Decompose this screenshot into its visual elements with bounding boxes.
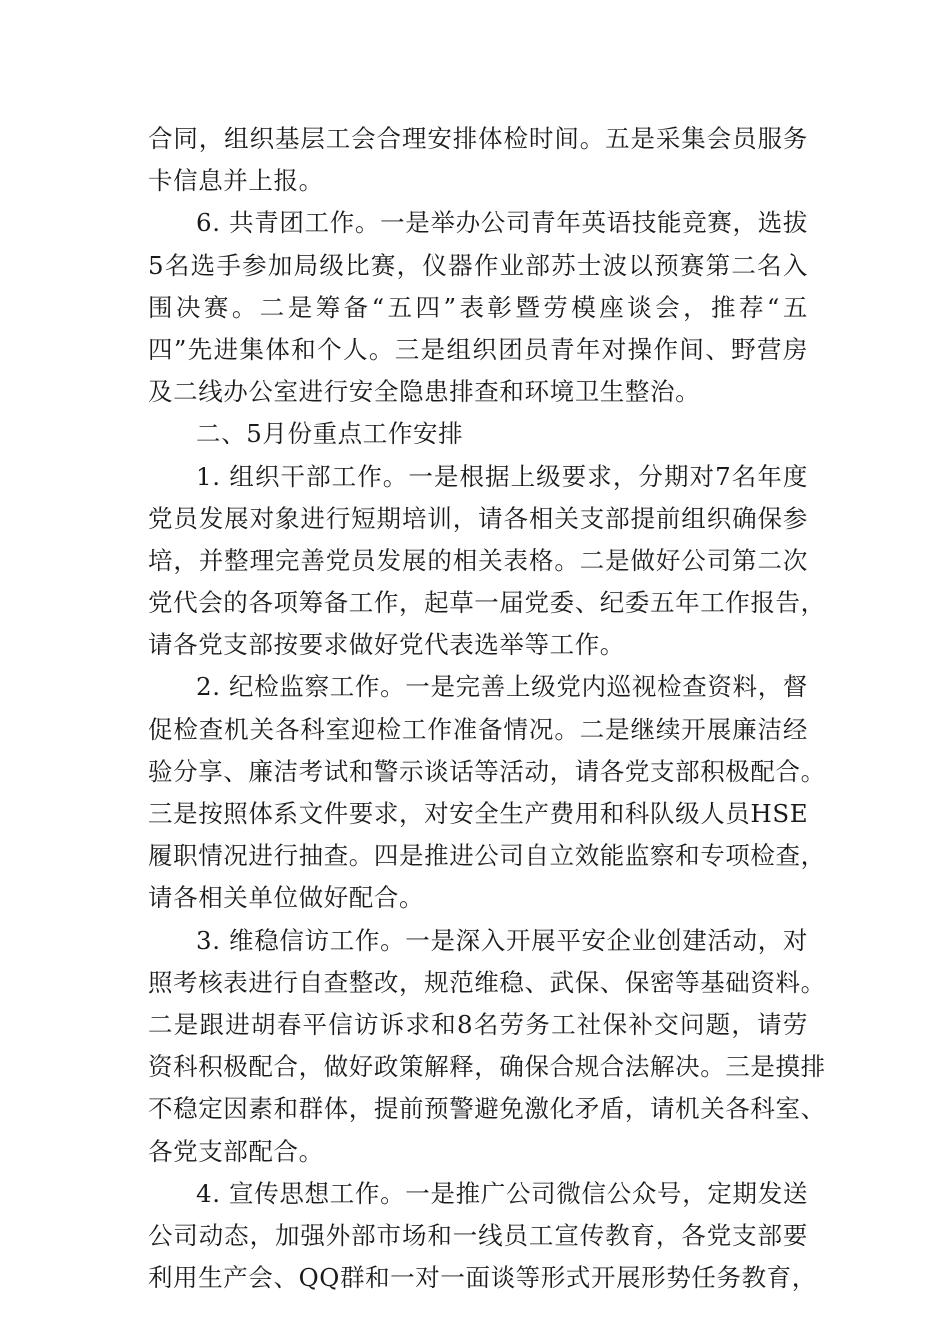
text-line: 5名选手参加局级比赛，仪器作业部苏士波以预赛第二名入: [148, 250, 808, 280]
text-line: 党代会的各项筹备工作，起草一届党委、纪委五年工作报告，: [148, 588, 826, 618]
text-line: 党员发展对象进行短期培训，请各相关支部提前组织确保参: [148, 503, 808, 533]
text-line: 二是跟进胡春平信访诉求和8名劳务工社保补交问题，请劳: [148, 1009, 808, 1039]
text-line: 及二线办公室进行安全隐患排查和环境卫生整治。: [148, 377, 701, 407]
text-line: 三是按照体系文件要求，对安全生产费用和科队级人员HSE: [148, 799, 809, 828]
document-body: [148, 118, 826, 1299]
text-line: 围决赛。二是筹备“五四”表彰暨劳模座谈会，推荐“五: [148, 292, 808, 322]
paragraph-start-line: 4. 宣传思想工作。一是推广公司微信公众号，定期发送: [196, 1178, 808, 1208]
text-line: 利用生产会、QQ群和一对一面谈等形式开展形势任务教育，: [148, 1263, 817, 1293]
paragraph-start-line: 3. 维稳信访工作。一是深入开展平安企业创建活动，对: [196, 925, 808, 955]
text-line: 照考核表进行自查整改，规范维稳、武保、保密等基础资料。: [148, 967, 826, 997]
text-line: 各党支部配合。: [148, 1136, 324, 1166]
text-line: 履职情况进行抽查。四是推进公司自立效能监察和专项检查，: [148, 841, 826, 871]
text-line: 卡信息并上报。: [148, 166, 324, 196]
text-line: 不稳定因素和群体，提前预警避免激化矛盾，请机关各科室、: [148, 1094, 826, 1124]
text-line: 培，并整理完善党员发展的相关表格。二是做好公司第二次: [148, 545, 808, 575]
paragraph-start-line: 6. 共青团工作。一是举办公司青年英语技能竞赛，选拔: [196, 208, 808, 238]
section-heading: 二、5月份重点工作安排: [196, 419, 464, 449]
text-line: 请各党支部按要求做好党代表选举等工作。: [148, 630, 625, 660]
text-line: 请各相关单位做好配合。: [148, 883, 425, 913]
text-line: 资科积极配合，做好政策解释，确保合规合法解决。三是摸排: [148, 1052, 826, 1082]
text-line: 公司动态，加强外部市场和一线员工宣传教育，各党支部要: [148, 1220, 808, 1250]
text-line: 促检查机关各科室迎检工作准备情况。二是继续开展廉洁经: [148, 714, 808, 744]
text-line: 合同，组织基层工会合理安排体检时间。五是采集会员服务: [148, 124, 808, 153]
text-line: 四”先进集体和个人。三是组织团员青年对操作间、野营房: [148, 334, 808, 364]
text-line: 验分享、廉洁考试和警示谈话等活动，请各党支部积极配合。: [148, 756, 826, 786]
paragraph-start-line: 2. 纪检监察工作。一是完善上级党内巡视检查资料，督: [196, 672, 808, 702]
paragraph-start-line: 1. 组织干部工作。一是根据上级要求，分期对7名年度: [196, 461, 808, 491]
